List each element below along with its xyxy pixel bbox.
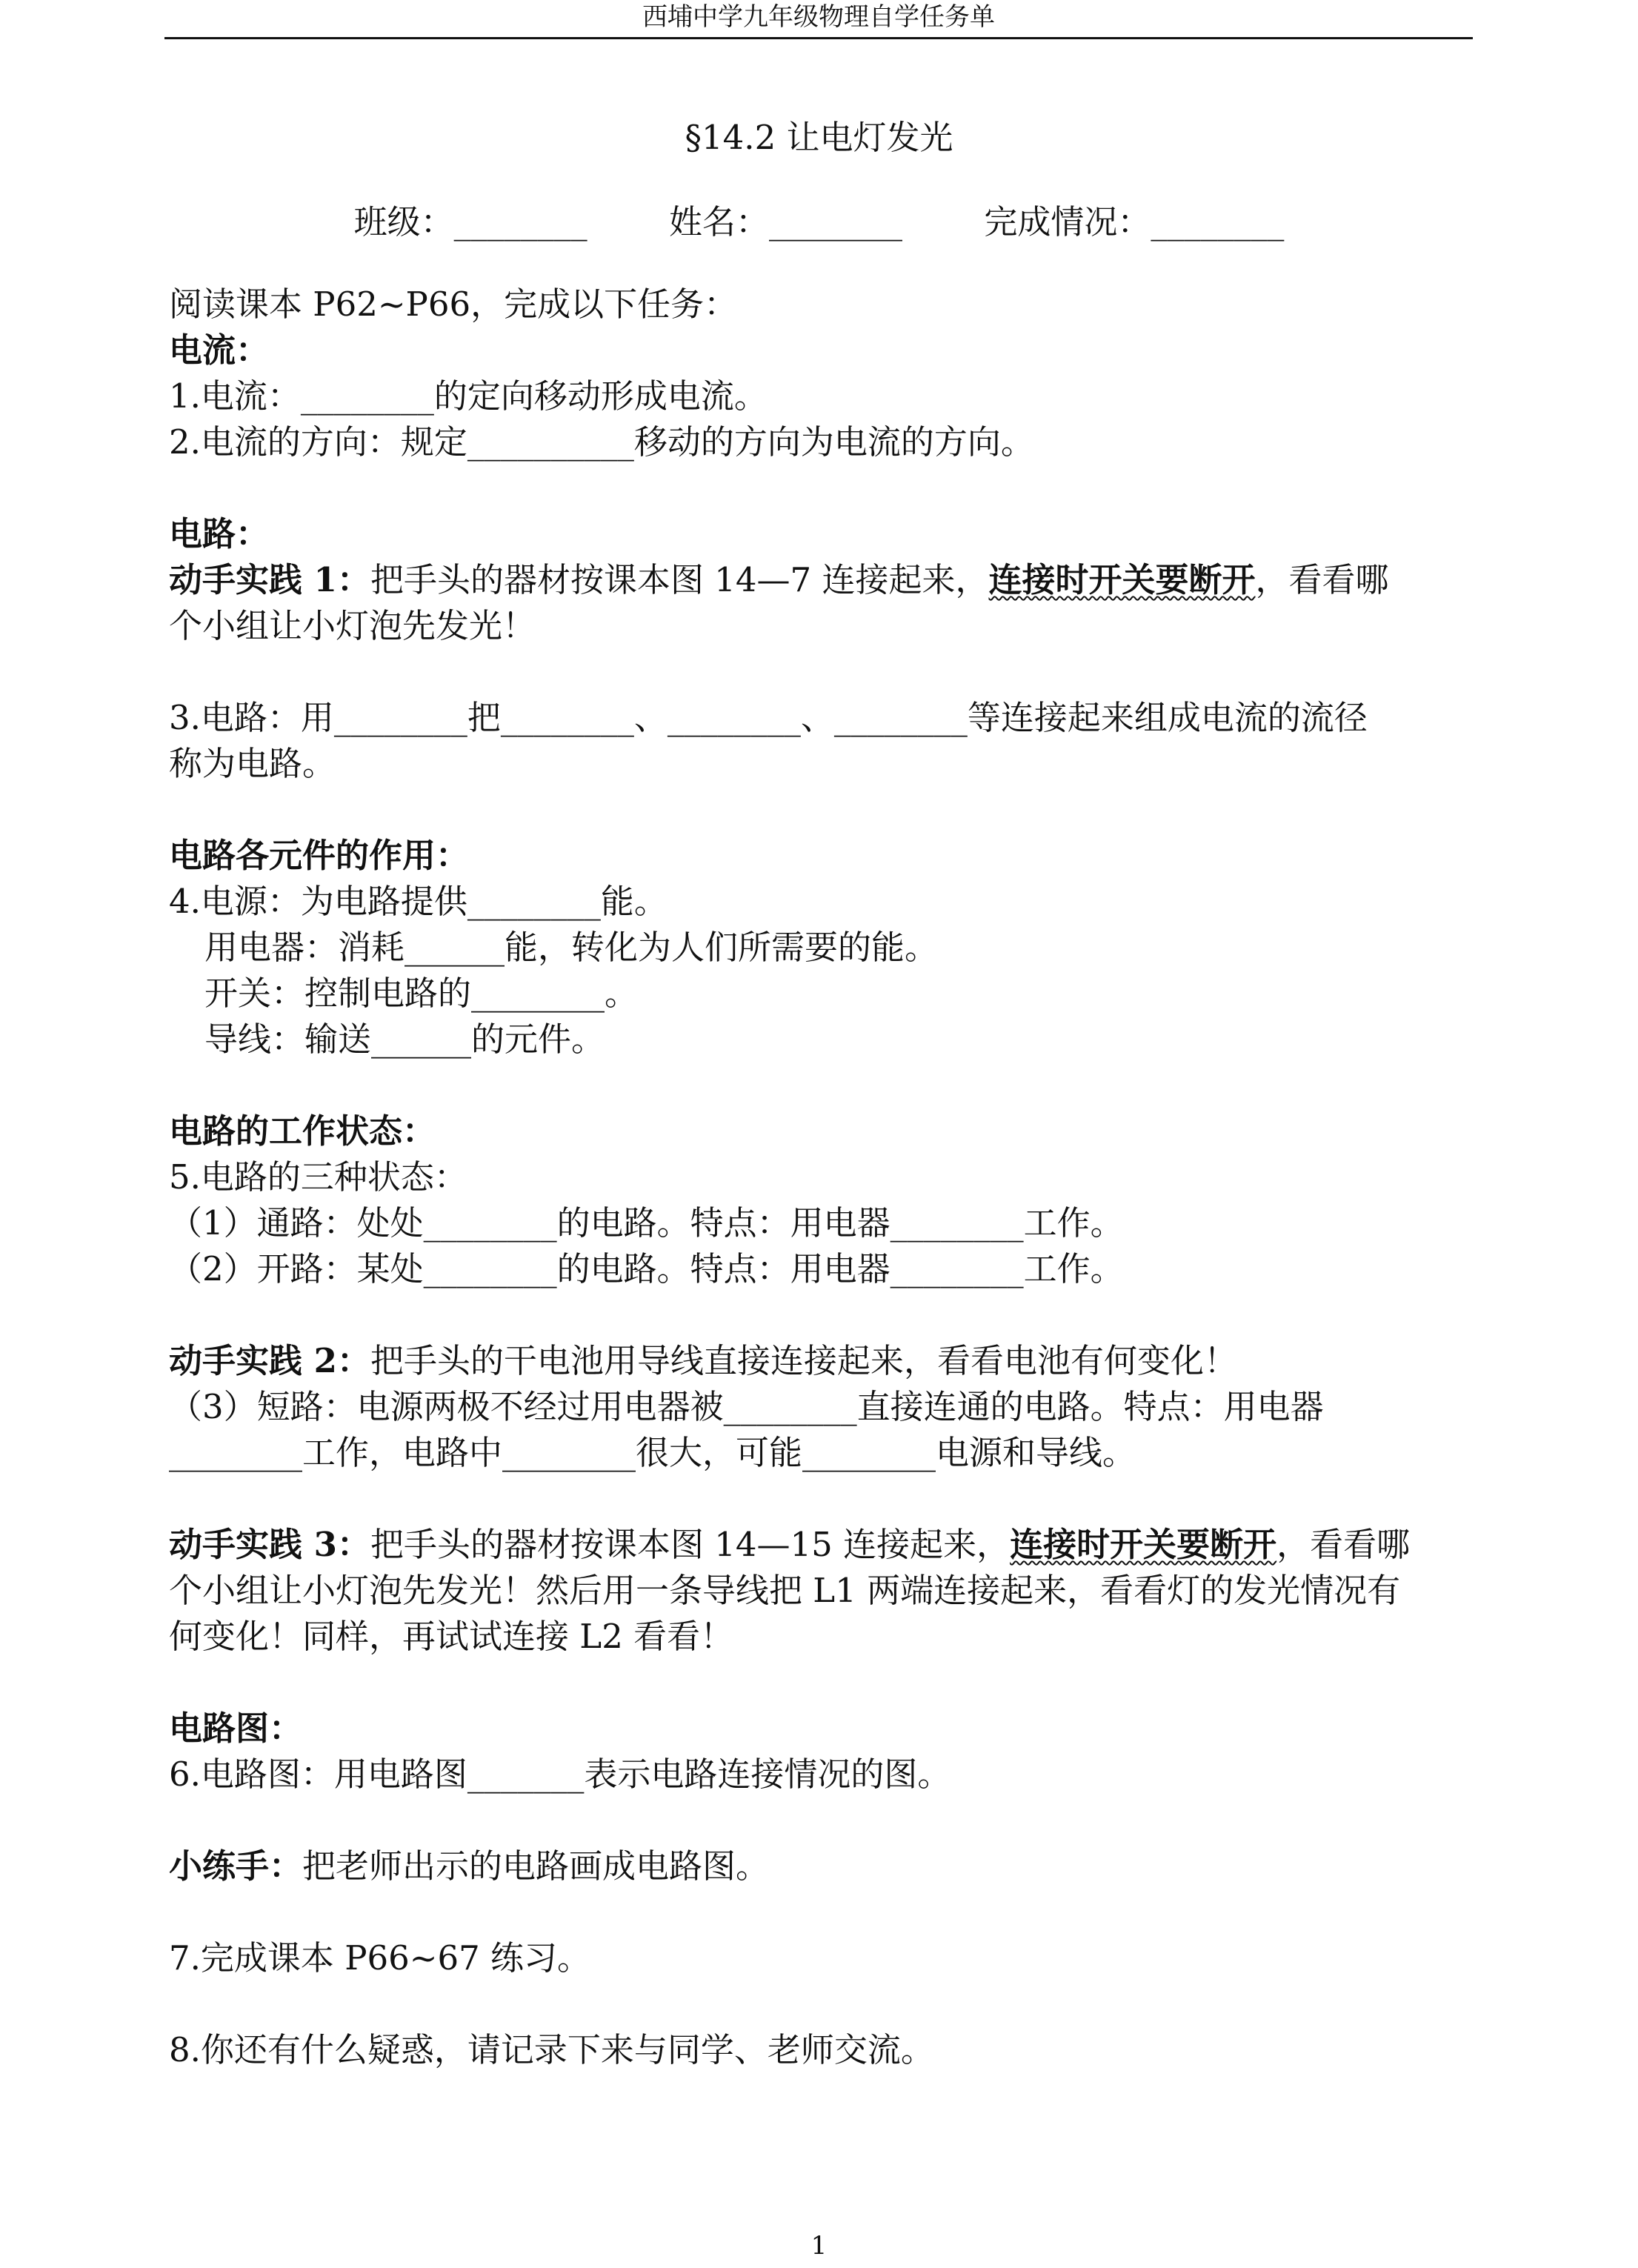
- question-3-continued: 称为电路。: [169, 744, 336, 783]
- practice-2-text: 把手头的干电池用导线直接连接起来，看看电池有何变化！: [370, 1341, 1237, 1380]
- question-5-short-continued: ________工作，电路中________很大，可能________电源和导线。: [169, 1433, 1136, 1472]
- section-heading-current: 电流：: [169, 330, 270, 370]
- question-4-switch: 开关：控制电路的________。: [204, 974, 639, 1013]
- question-5-closed: （1）通路：处处________的电路。特点：用电器________工作。: [169, 1203, 1124, 1243]
- practice-3-text: 把手头的器材按课本图 14—15 连接起来，: [370, 1525, 1011, 1564]
- section-heading-diagram: 电路图：: [169, 1709, 303, 1748]
- practice-1: [169, 557, 1473, 603]
- spacer: [169, 1292, 1473, 1338]
- practice-1-tail: ，看看哪: [1255, 560, 1389, 599]
- practice-3-tail: ，看看哪: [1276, 1525, 1411, 1564]
- question-5-short: （3）短路：电源两极不经过用电器被________直接连通的电路。特点：用电器: [169, 1387, 1324, 1426]
- question-1: 1.电流：________的定向移动形成电流。: [169, 376, 768, 416]
- practice-2: [169, 1338, 1473, 1384]
- question-5-open: （2）开路：某处________的电路。特点：用电器________工作。: [169, 1249, 1124, 1288]
- name-field: 姓名：________: [668, 202, 902, 242]
- question-6: 6.电路图：用电路图_______表示电路连接情况的图。: [169, 1755, 951, 1794]
- practice-3-label: 动手实践 3：: [169, 1525, 370, 1564]
- section-heading-circuit: 电路：: [169, 514, 270, 553]
- practice-3-continued: 个小组让小灯泡先发光！然后用一条导线把 L1 两端连接起来，看看灯的发光情况有: [169, 1571, 1401, 1610]
- page-number: 1: [810, 2231, 828, 2261]
- spacer: [169, 1660, 1473, 1706]
- spacer: [169, 1062, 1473, 1108]
- question-4-appliance: 用电器：消耗______能，转化为人们所需要的能。: [204, 928, 939, 967]
- question-3: 3.电路：用________把________、________、________等连接起来组成电流的流径: [169, 698, 1368, 737]
- practice-2-label: 动手实践 2：: [169, 1341, 370, 1380]
- spacer: [169, 649, 1473, 695]
- spacer: [169, 787, 1473, 833]
- header-rule: [164, 37, 1473, 39]
- page-header: 西埔中学九年级物理自学任务单: [642, 2, 995, 32]
- question-2: 2.电流的方向：规定__________移动的方向为电流的方向。: [169, 422, 1034, 462]
- spacer: [169, 1476, 1473, 1522]
- section-heading-parts: 电路各元件的作用：: [169, 836, 470, 875]
- small-practice-label: 小练手：: [169, 1846, 303, 1886]
- practice-3-emphasis: 连接时开关要断开: [1010, 1525, 1277, 1564]
- small-practice: [169, 1843, 1473, 1889]
- practice-1-emphasis: 连接时开关要断开: [988, 560, 1256, 599]
- question-5: 5.电路的三种状态：: [169, 1157, 467, 1197]
- spacer: [169, 1798, 1473, 1843]
- practice-1-label: 动手实践 1：: [169, 560, 370, 599]
- worksheet-body: [169, 282, 1473, 2073]
- practice-3-continued-2: 何变化！同样，再试试连接 L2 看看！: [169, 1617, 734, 1656]
- page-title: §14.2 让电灯发光: [685, 118, 953, 157]
- small-practice-text: 把老师出示的电路画成电路图。: [302, 1846, 770, 1886]
- practice-1-continued: 个小组让小灯泡先发光！: [169, 606, 536, 645]
- question-4-wire: 导线：输送______的元件。: [204, 1020, 605, 1059]
- student-info-row: [0, 199, 1638, 246]
- question-8: 8.你还有什么疑惑，请记录下来与同学、老师交流。: [169, 2030, 934, 2069]
- question-4-power: 4.电源：为电路提供________能。: [169, 882, 667, 921]
- practice-3: [169, 1522, 1473, 1568]
- intro-line: 阅读课本 P62~P66，完成以下任务：: [169, 285, 738, 324]
- practice-1-text: 把手头的器材按课本图 14—7 连接起来，: [370, 560, 989, 599]
- section-heading-states: 电路的工作状态：: [169, 1111, 436, 1151]
- status-field: 完成情况：________: [984, 202, 1285, 242]
- class-field: 班级：________: [353, 202, 587, 242]
- spacer: [169, 465, 1473, 511]
- spacer: [169, 1981, 1473, 2027]
- question-7: 7.完成课本 P66~67 练习。: [169, 1938, 591, 1978]
- spacer: [169, 1889, 1473, 1935]
